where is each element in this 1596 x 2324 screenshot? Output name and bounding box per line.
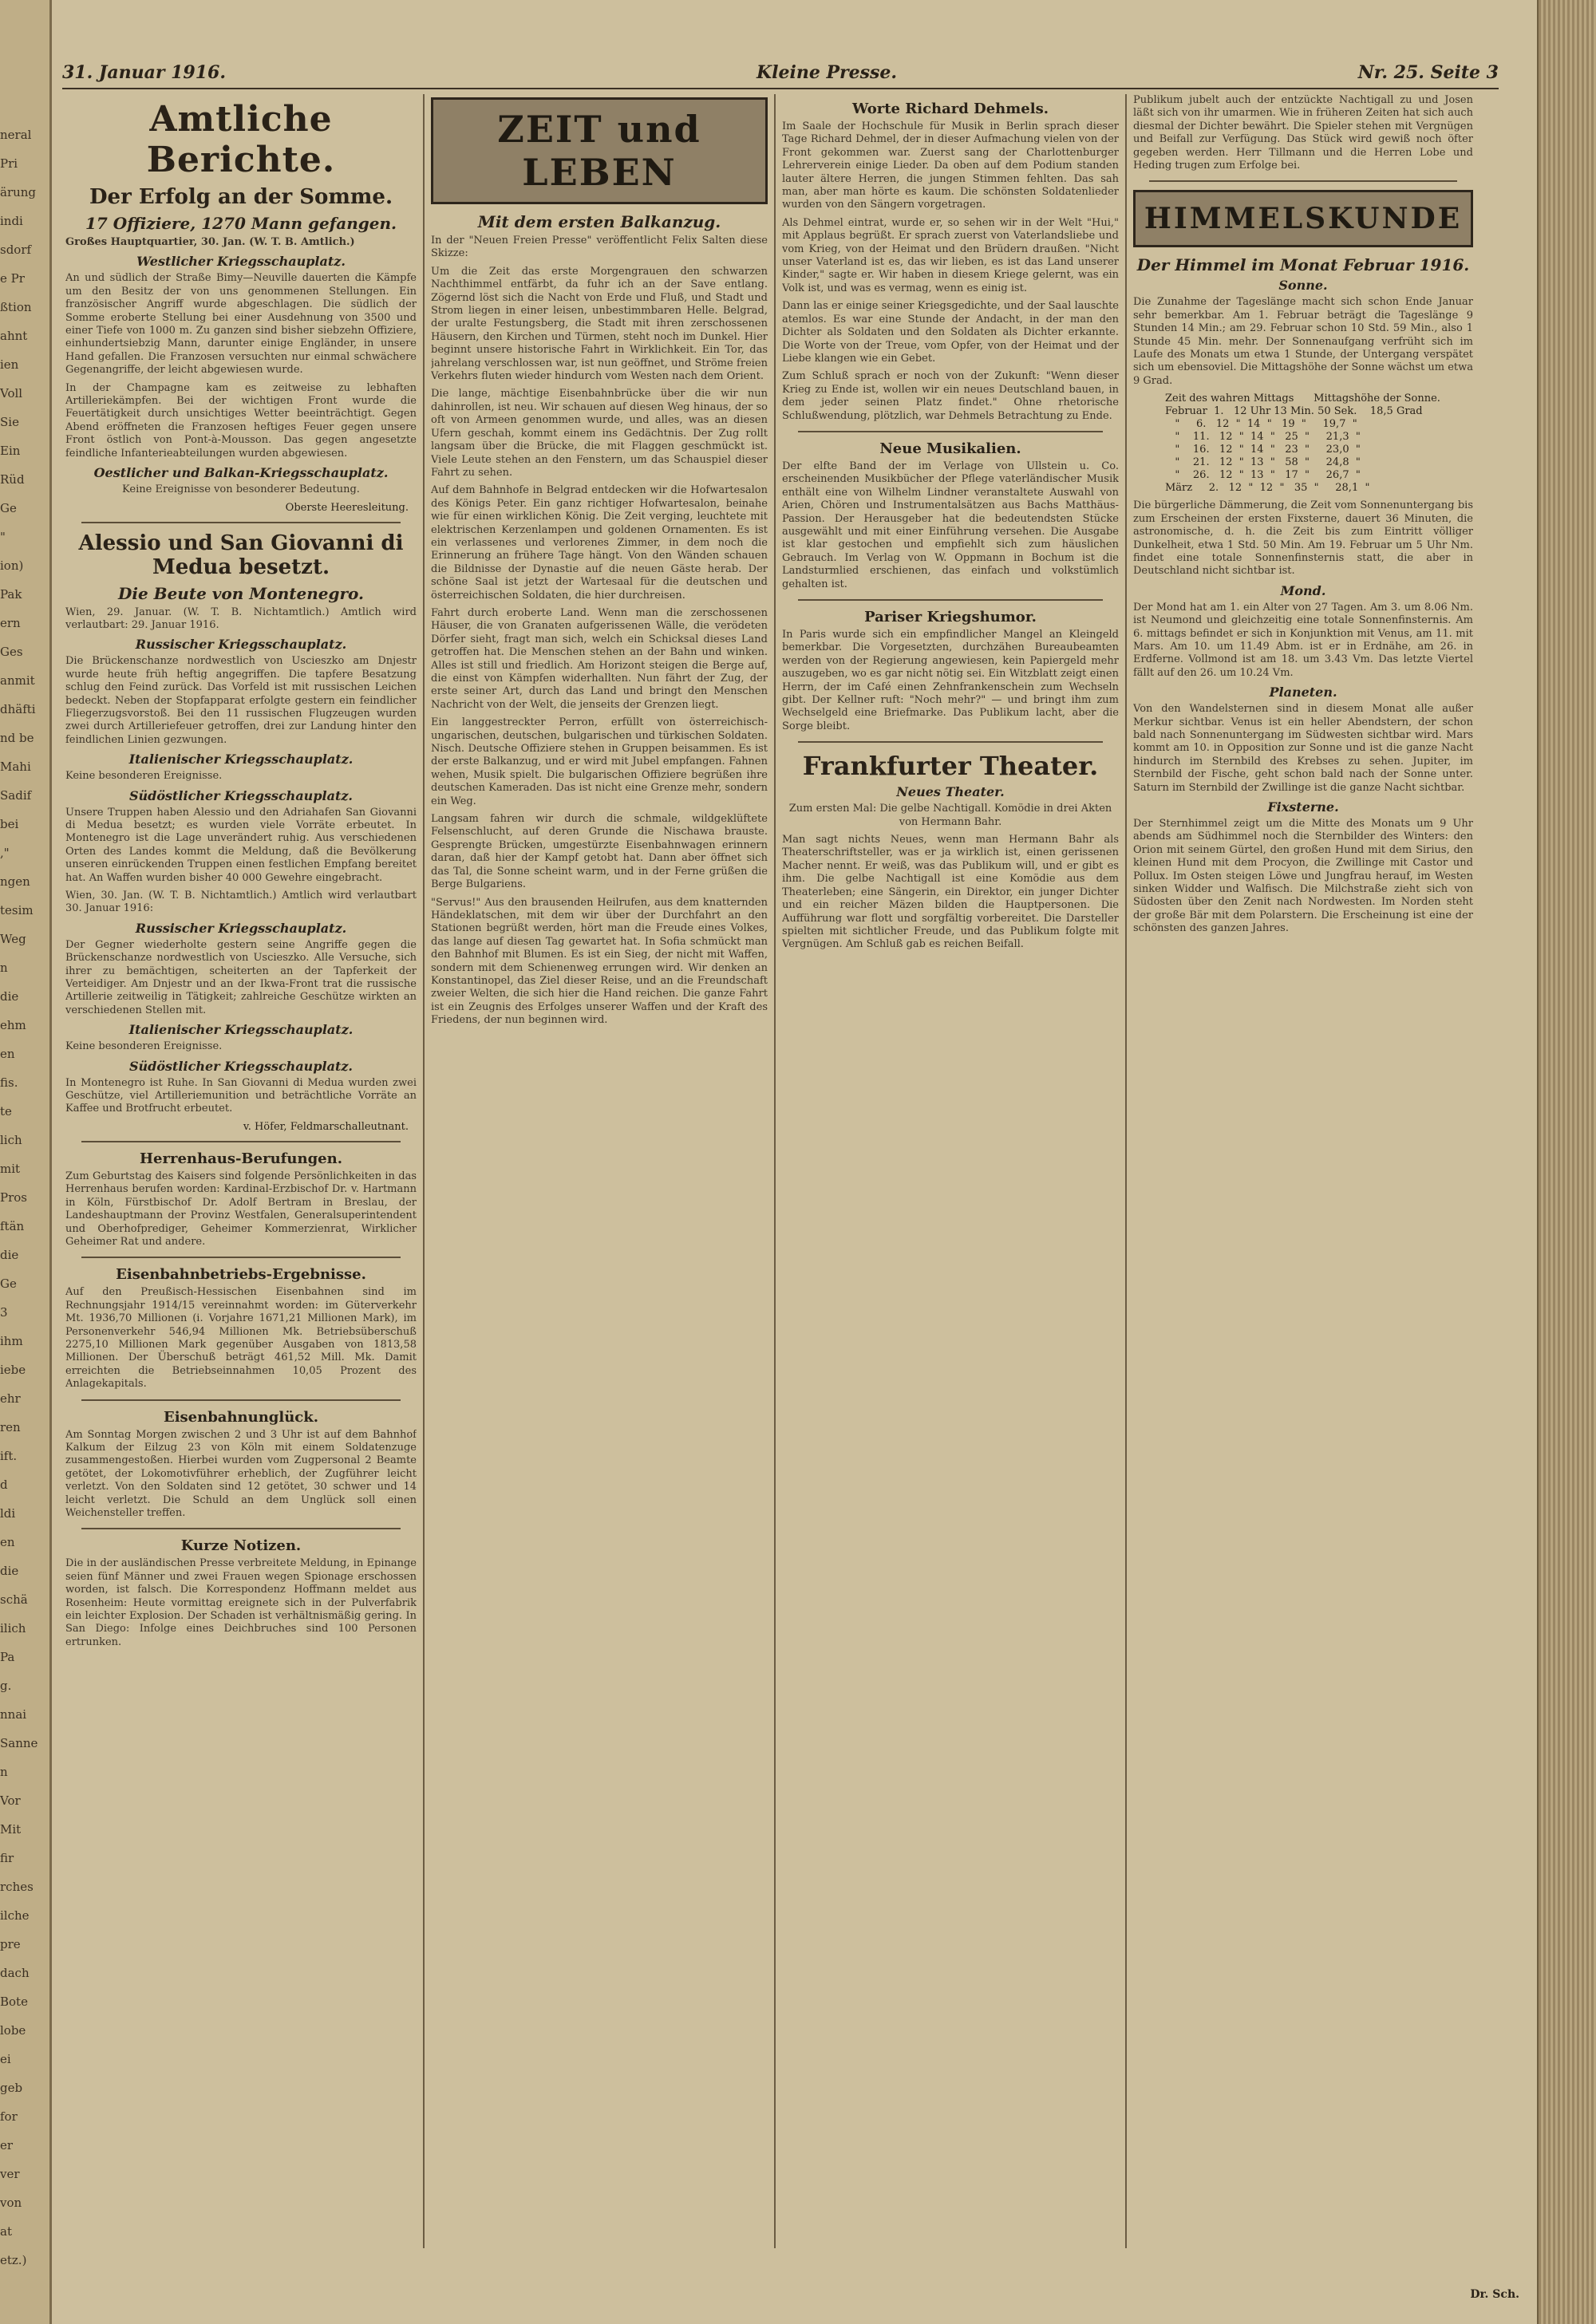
previous-page-fragment: e Pr — [0, 271, 25, 286]
column-2 — [431, 94, 768, 1032]
previous-page-fragment: indi — [0, 214, 23, 228]
previous-page-fragment: nnai — [0, 1707, 27, 1722]
subsection-title: Italienischer Kriegsschauplatz. — [128, 1022, 354, 1038]
subsection-title: Mond. — [1280, 582, 1326, 598]
article-paragraph: Unsere Truppen haben Alessio und den Adriahafen San Giovanni di Medua besetzt; es wurden viele Vorräte erbeutet. In Montenegro ist die Lage unverändert ruhig. Aus verschiedenen Orten des Landes kommt die Meldung, daß die Bevölkerung unseren einrückenden Truppen einen festlichen Empfang bereitet hat. An Waffen wurden bisher 40 000 Gewehre eingebracht. — [65, 806, 417, 884]
divider — [798, 741, 1103, 743]
subsection-title: Sonne. — [1278, 278, 1328, 294]
previous-page-fragment: ion) — [0, 558, 24, 573]
previous-page-fragment: en — [0, 1047, 15, 1061]
previous-page-fragment: Vor — [0, 1793, 21, 1808]
previous-page-fragment: Ges — [0, 645, 23, 659]
subsection-title: Südöstlicher Kriegsschauplatz. — [128, 1058, 353, 1074]
previous-page-fragment: Pa — [0, 1650, 15, 1664]
article-paragraph: Der Gegner wiederholte gestern seine Angriffe gegen die Brückenschanze nordwestlich von Uscieszko. Alle Versuche, sich ihrer zu bemächtigen, scheiterten an der Tapferkeit der Verteidiger. Am Dnjestr und an der Ikwa-Front trat die russische Artillerie zeitweilig in Tätigkeit; zahlreiche Geschütze wirkten an verschiedenen Stellen mit. — [65, 938, 417, 1016]
section-banner: ZEIT und LEBEN — [431, 97, 768, 204]
previous-page-fragment: sdorf — [0, 243, 32, 257]
previous-page-fragment: etz.) — [0, 2253, 27, 2267]
previous-page-fragment: ehm — [0, 1018, 26, 1032]
table-header: Zeit des wahren Mittags Mittagshöhe der Sonne. — [1165, 393, 1440, 405]
article-paragraph: Am Sonntag Morgen zwischen 2 und 3 Uhr ist auf dem Bahnhof Kalkum der Eilzug 23 von Köln mit einem Soldatenzuge zusammengestoßen. Hierbei wurden vom Zugpersonal 2 Beamte getötet, der Lokomotivführer erheblich, der Zugführer leicht verletzt. Von den Soldaten sind 12 getötet, 30 schwer und 14 leicht verletzt. Die Schuld an dem Unglück soll einen Weichensteller treffen. — [65, 1428, 417, 1519]
previous-page-edge — [0, 0, 52, 2324]
subsection-title: Oestlicher und Balkan-Kriegsschauplatz. — [93, 465, 389, 481]
previous-page-fragment: ren — [0, 1420, 21, 1434]
previous-page-fragment: iebe — [0, 1363, 26, 1377]
previous-page-fragment: mit — [0, 1162, 21, 1176]
header-date: 31. Januar 1916. — [62, 62, 226, 83]
article-paragraph: Keine Ereignisse von besonderer Bedeutung. — [122, 483, 360, 496]
section-banner: HIMMELSKUNDE — [1133, 190, 1473, 247]
divider — [1149, 180, 1457, 182]
play-title: Zum ersten Mal: Die gelbe Nachtigall. Komödie in drei Akten von Hermann Bahr. — [788, 803, 1112, 828]
article-title: Mit dem ersten Balkanzug. — [477, 212, 721, 231]
article-paragraph: Keine besonderen Ereignisse. — [65, 1040, 223, 1053]
divider — [81, 1257, 401, 1258]
previous-page-fragment: dach — [0, 1966, 30, 1980]
article-paragraph: An und südlich der Straße Bimy—Neuville dauerten die Kämpfe um den Besitz der von uns genommenen Stellungen. Ein französischer Angriff wurde abgeschlagen. Die südlich der Somme eroberte Stellung bei einer Ausdehnung von 3500 und einer Tiefe von 1000 m. Zu ganzen sind bisher siebzehn Offiziere, einhundertsiebzig Mann, darunter einige Engländer, in unsere Hand gefallen. Die Franzosen versuchten nur einmal schwächere Gegenangriffe, der leicht abgewiesen wurde. — [65, 272, 417, 377]
article-title: Eisenbahnunglück. — [163, 1408, 319, 1426]
article-paragraph: "Servus!" Aus den brausenden Heilrufen, aus dem knatternden Händeklatschen, mit dem wir über der Durchfahrt an den Stationen begrüßt werden, hört man die Freude eines Volkes, das lange auf diesen Tag gewartet hat. In Sofia schmückt man den Bahnhof mit Blumen. Es ist ein Sieg, der nicht mit Waffen, sondern mit dem Schienenweg errungen wird. Wir denken an Konstantinopel, das Ziel dieser Reise, und an die Freundschaft zweier Welten, die sich hier die Hand reichen. Die ganze Fahrt ist ein Zeugnis des Erfolges unserer Waffen und der Kraft des Friedens, der nun beginnen wird. — [431, 896, 768, 1027]
column-3 — [782, 94, 1119, 957]
previous-page-fragment: ldi — [0, 1506, 16, 1521]
article-title: Der Himmel im Monat Februar 1916. — [1136, 255, 1470, 275]
table-row: " 11. 12 " 14 " 25 " 21,3 " — [1165, 431, 1361, 444]
article-paragraph: Fahrt durch eroberte Land. Wenn man die zerschossenen Häuser, die von Granaten aufgerissenen Wälle, die verödeten Dörfer sieht, fragt man sich, welch ein Schicksal dieses Land getroffen hat. Die Menschen stehen an der Bahn und winken. Alles ist still und friedlich. Am Horizont steigen die Berge auf, die einst von Kämpfen widerhallten. Nun fährt der Zug, der erste seiner Art, durch das Land und bringt den Menschen Nachricht von der Welt, die jenseits der Grenzen liegt. — [431, 606, 768, 711]
previous-page-fragment: 3 — [0, 1305, 8, 1320]
table-row: Februar 1. 12 Uhr 13 Min. 50 Sek. 18,5 Grad — [1165, 405, 1423, 418]
previous-page-fragment: ien — [0, 357, 19, 372]
signature: v. Höfer, Feldmarschalleutnant. — [243, 1120, 409, 1133]
previous-page-fragment: te — [0, 1104, 12, 1119]
article-paragraph: Zum Geburtstag des Kaisers sind folgende Persönlichkeiten in das Herrenhaus berufen worden: Kardinal-Erzbischof Dr. v. Hartmann in Köln, Fürstbischof Dr. Adolf Bertram in Breslau, der Landeshauptmann der Provinz Westfalen, Generalsuperintendent und Oberhofprediger, Geheimer Kommerzienrat, Wirklicher Geheimer Rat und andere. — [65, 1170, 417, 1248]
previous-page-fragment: nd be — [0, 731, 34, 745]
table-row: " 6. 12 " 14 " 19 " 19,7 " — [1165, 418, 1357, 431]
article-title: Kurze Notizen. — [180, 1537, 302, 1555]
article-title: Neue Musikalien. — [879, 440, 1021, 457]
previous-page-fragment: neral — [0, 128, 32, 142]
previous-page-fragment: ei — [0, 2052, 11, 2066]
previous-page-fragment: von — [0, 2196, 22, 2210]
article-paragraph: Um die Zeit das erste Morgengrauen den schwarzen Nachthimmel entfärbt, da fuhr ich an der Save entlang. Zögernd löst sich die Nacht von Erde und Fluß, und Stadt und Strom liegen in einer leisen, unbestimmbaren Helle. Belgrad, der uralte Festungsberg, die Stadt mit ihren zerschossenen Häusern, den Kirchen und Türmen, steht noch im Dunkel. Hier beginnt unsere historische Fahrt in Wirklichkeit. Ein Tor, das jahrelang verschlossen war, ist nun geöffnet, und Ströme freien Verkehrs fluten wieder hindurch vom Westen nach dem Orient. — [431, 265, 768, 383]
article-paragraph: Die Brückenschanze nordwestlich von Uscieszko am Dnjestr wurde heute früh heftig angegriffen. Die tapfere Besatzung schlug den Feind zurück. Das Vorfeld ist mit russischen Leichen bedeckt. Neben der Stopfapparat erfolgte gestern ein feindlicher Fliegerzugsvorstoß. Bei den 11 russischen Flugzeugen wurden zwei durch Artilleriefeuer getroffen, drei zur Landung hinter den feindlichen Linien gezwungen. — [65, 655, 417, 746]
previous-page-fragment: anmit — [0, 673, 35, 688]
dateline: Wien, 29. Januar. (W. T. B. Nichtamtlich.) Amtlich wird verlautbart: 29. Januar 1916. — [65, 606, 417, 631]
subsection-title: Neues Theater. — [896, 784, 1005, 800]
previous-page-fragment: ßtion — [0, 300, 32, 314]
divider — [81, 522, 401, 523]
previous-page-fragment: ftän — [0, 1219, 25, 1233]
previous-page-fragment: ilche — [0, 1908, 30, 1923]
previous-page-fragment: Voll — [0, 386, 23, 400]
subsection-title: Italienischer Kriegsschauplatz. — [128, 752, 354, 767]
article-paragraph: Im Saale der Hochschule für Musik in Berlin sprach dieser Tage Richard Dehmel, der in dieser Aufmachung vielen von der Front gekommen war. Zuerst sang der Charlottenburger Lehrerverein einige Lieder. Da oben auf dem Podium standen lauter ältere Herren, die jungen Stimmen fehlten. Das sah man, aber man hörte es kaum. Die schönsten Soldatenlieder wurden von den Sängern vorgetragen. — [782, 120, 1119, 211]
previous-page-fragment: tesim — [0, 903, 34, 917]
article-paragraph: Langsam fahren wir durch die schmale, wildgeklüftete Felsenschlucht, auf deren Grunde die Nischawa brauste. Gesprengte Brücken, umgestürzte Eisenbahnwagen erinnern daran, daß hier der Kampf getobt hat. Dann aber öffnet sich das Tal, die Sonne scheint warm, und in der Ferne grüßen die Berge Bulgariens. — [431, 813, 768, 891]
previous-page-fragment: ehr — [0, 1391, 21, 1406]
article-paragraph: Die lange, mächtige Eisenbahnbrücke über die wir nun dahinrollen, ist neu. Wir schauen auf diesen Weg hinaus, der so oft von Armeen genommen wurde, und alles, was an diesen Ufern geschah, kommt einem ins Gedächtnis. Der Zug rollt langsam über die Brücke, die mit Flaggen geschmückt ist. Viele Leute stehen an den Fenstern, um das Schauspiel dieser Fahrt zu sehen. — [431, 388, 768, 479]
divider — [81, 1528, 401, 1529]
divider — [81, 1399, 401, 1401]
previous-page-fragment: " — [0, 530, 6, 544]
article-paragraph: Der Mond hat am 1. ein Alter von 27 Tagen. Am 3. um 8.06 Nm. ist Neumond und gleichzeitig eine totale Sonnenfinsternis. Am 6. mittags befindet er sich in Konjunktion mit Venus, am 11. mit Mars. Am 10. um 11.49 Abm. ist er in Erdnähe, am 26. in Erdferne. Vollmond ist am 18. um 3.43 Vm. Das letzte Viertel fällt auf den 26. um 10.24 Vm. — [1133, 601, 1473, 679]
previous-page-fragment: lobe — [0, 2023, 26, 2038]
header-page-number: Nr. 25. Seite 3 — [1357, 62, 1499, 83]
page-header — [62, 56, 1499, 89]
previous-page-fragment: d — [0, 1478, 8, 1492]
dateline: Wien, 30. Jan. (W. T. B. Nichtamtlich.) Amtlich wird verlautbart 30. Januar 1916: — [65, 890, 417, 915]
article-paragraph: In Montenegro ist Ruhe. In San Giovanni di Medua wurden zwei Geschütze, viel Artilleriemunition und beträchtliche Vorräte an Kaffee und Brotfrucht erbeutet. — [65, 1076, 417, 1115]
subsection-title: Südöstlicher Kriegsschauplatz. — [128, 787, 353, 803]
article-paragraph: In der Champagne kam es zeitweise zu lebhaften Artilleriekämpfen. Bei der wichtigen Front wurde die Feuertätigkeit durch unsichtiges Wetter beeinträchtigt. Gegen Abend eröffneten die Franzosen heftiges Feuer gegen unsere Front östlich von Pont-à-Mousson. Das gegen angesetzte feindliche Infanterieabteilungen wurden abgewiesen. — [65, 381, 417, 460]
column-rule — [423, 94, 425, 2248]
column-rule — [1125, 94, 1127, 2248]
previous-page-fragment: schä — [0, 1592, 28, 1607]
subsection-title: Fixsterne. — [1267, 799, 1339, 815]
table-row: März 2. 12 " 12 " 35 " 28,1 " — [1165, 482, 1370, 495]
previous-page-fragment: geb — [0, 2081, 23, 2095]
previous-page-fragment: Mit — [0, 1822, 22, 1837]
page-stack-edge — [1537, 0, 1596, 2324]
previous-page-fragment: Pros — [0, 1190, 27, 1205]
article-paragraph: Die Zunahme der Tageslänge macht sich schon Ende Januar sehr bemerkbar. Am 1. Februar beträgt die Tageslänge 9 Stunden 14 Min.; am 29. Februar schon 10 Std. 59 Min., also 1 Stunde 45 Min. mehr. Der Sonnenaufgang verfrüht sich im Laufe des Monats um etwa 1 Stunde, der Untergang verspätet sich um ebensoviel. Die Mittagshöhe der Sonne wächst um etwa 9 Grad. — [1133, 296, 1473, 387]
previous-page-fragment: die — [0, 989, 19, 1004]
subsection-title: Russischer Kriegsschauplatz. — [135, 920, 347, 936]
divider — [798, 599, 1103, 601]
previous-page-fragment: Ge — [0, 1276, 17, 1291]
previous-page-fragment: dhäfti — [0, 702, 36, 716]
article-paragraph: Auf den Preußisch-Hessischen Eisenbahnen sind im Rechnungsjahr 1914/15 vereinnahmt worden: im Güterverkehr Mt. 1936,70 Millionen (i. Vorjahre 1671,21 Millionen Mark), im Personenverkehr 546,94 Millionen Mk. Betriebsüberschuß 2275,10 Millionen Mark gegenüber Ausgaben von 1813,58 Millionen. Der Überschuß beträgt 461,52 Mill. Mk. Damit erreichten die Betriebseinnahmen 10,05 Prozent des Anlagekapitals. — [65, 1286, 417, 1391]
header-paper-name: Kleine Presse. — [757, 62, 898, 83]
previous-page-fragment: ern — [0, 616, 21, 630]
previous-page-fragment: ngen — [0, 874, 30, 889]
article-paragraph: Man sagt nichts Neues, wenn man Hermann Bahr als Theaterschriftsteller, was er ja wirklich ist, einen gerissenen Macher nennt. Er weiß, was das Publikum will, und er gibt es ihm. Die gelbe Nachtigall ist eine Komödie aus dem Theaterleben; eine Sängerin, ein Direktor, ein junger Dichter und ein reicher Mäzen bilden die Hauptpersonen. Die Aufführung war flott und sorgfältig vorbereitet. Die Darsteller spielten mit sichtlicher Freude, und das Publikum folgte mit Vergnügen. Am Schluß gab es reichen Beifall. — [782, 834, 1119, 951]
subsection-title: Planeten. — [1269, 685, 1337, 700]
previous-page-fragment: pre — [0, 1937, 21, 1951]
article-paragraph: Die bürgerliche Dämmerung, die Zeit vom Sonnenuntergang bis zum Erscheinen der ersten Fixsterne, dauert 36 Minuten, die astronomische, d. h. die Zeit bis zum Eintritt völliger Dunkelheit, etwa 1 Std. 50 Min. Am 19. Februar um 5 Uhr Nm. findet eine totale Sonnenfinsternis statt, die aber in Deutschland nicht sichtbar ist. — [1133, 499, 1473, 578]
article-paragraph: Publikum jubelt auch der entzückte Nachtigall zu und Josen läßt sich von ihr umarmen. Wie in früheren Zeiten hat sich auch diesmal der Dichter bewährt. Die Spieler stehen mit Vergnügen und Beifall zur Verfügung. Das Stück wird gewiß noch öfter gegeben werden. Herr Tillmann und die Herren Lobe und Heding trugen zum Erfolge bei. — [1133, 94, 1473, 172]
previous-page-fragment: rches — [0, 1880, 34, 1894]
article-paragraph: Die in der ausländischen Presse verbreitete Meldung, in Epinange seien fünf Männer und zwei Frauen wegen Spionage erschossen worden, ist falsch. Die Korrespondenz Hoffmann meldet aus Rosenheim: Heute vormittag ereignete sich in der Pulverfabrik ein leichter Explosion. Der Schaden ist verhältnismäßig gering. In San Diego: Infolge eines Deichbruches sind 100 Personen ertrunken. — [65, 1557, 417, 1648]
divider — [81, 1141, 401, 1142]
previous-page-fragment: Pri — [0, 156, 18, 171]
previous-page-fragment: Bote — [0, 1995, 28, 2009]
section-title: Amtliche Berichte. — [146, 99, 336, 180]
previous-page-fragment: Ge — [0, 501, 17, 515]
previous-page-fragment: fis. — [0, 1075, 18, 1090]
divider — [798, 431, 1103, 432]
previous-page-fragment: die — [0, 1564, 19, 1578]
previous-page-fragment: Weg — [0, 932, 26, 946]
headline: Alessio und San Giovanni di Medua besetzt. — [78, 531, 404, 579]
subsection-title: Russischer Kriegsschauplatz. — [135, 637, 347, 653]
subheadline: 17 Offiziere, 1270 Mann gefangen. — [85, 214, 397, 233]
table-row: " 21. 12 " 13 " 58 " 24,8 " — [1165, 456, 1361, 469]
table-row: " 16. 12 " 14 " 23 " 23,0 " — [1165, 444, 1361, 456]
subheadline: Die Beute von Montenegro. — [118, 583, 364, 603]
previous-page-fragment: ver — [0, 2167, 20, 2181]
previous-page-fragment: en — [0, 1535, 15, 1549]
previous-page-fragment: er — [0, 2138, 14, 2152]
previous-page-fragment: Sie — [0, 415, 19, 429]
article-title: Herrenhaus-Berufungen. — [140, 1150, 342, 1167]
article-paragraph: Zum Schluß sprach er noch von der Zukunft: "Wenn dieser Krieg zu Ende ist, wollen wir ein neues Deutschland bauen, in dem jeder seinen Platz findet." Ohne rhetorische Schlußwendung, plötzlich, war Dehmels Betrachtung zu Ende. — [782, 370, 1119, 422]
previous-page-fragment: Ein — [0, 444, 21, 458]
headline: Der Erfolg an der Somme. — [89, 185, 393, 209]
previous-page-fragment: at — [0, 2224, 12, 2239]
previous-page-fragment: bei — [0, 817, 19, 831]
previous-page-fragment: Sadif — [0, 788, 32, 803]
column-4 — [1133, 94, 1473, 941]
previous-page-fragment: fir — [0, 1851, 14, 1865]
article-paragraph: Von den Wandelsternen sind in diesem Monat alle außer Merkur sichtbar. Venus ist ein heller Abendstern, der schon bald nach Sonnenuntergang im Südwesten sichtbar wird. Mars kommt am 10. in Opposition zur Sonne und ist die ganze Nacht hindurch im Sternbild des Krebses zu sehen. Jupiter, im Sternbild der Fische, geht schon bald nach der Sonne unter. Saturn im Sternbild der Zwillinge ist die ganze Nacht sichtbar. — [1133, 703, 1473, 794]
previous-page-fragment: Sanne — [0, 1736, 38, 1750]
article-title: Pariser Kriegshumor. — [864, 609, 1037, 625]
previous-page-fragment: g. — [0, 1679, 12, 1693]
article-paragraph: Als Dehmel eintrat, wurde er, so sehen wir in der Welt "Hui," mit Applaus begrüßt. Er sprach zuerst von Vaterlandsliebe und vom Krieg, von der Heimat und den Brüdern draußen. "Nicht unser Vaterland ist es, das wir lieben, es ist das Land unserer Kinder," sagte er. Wir haben in diesem Kriege gelernt, was ein Volk ist, und was es vermag, wenn es einig ist. — [782, 216, 1119, 294]
previous-page-fragment: die — [0, 1248, 19, 1262]
author-mark: Dr. Sch. — [1470, 2288, 1519, 2301]
previous-page-fragment: ilich — [0, 1621, 26, 1635]
article-intro: In der "Neuen Freien Presse" veröffentlicht Felix Salten diese Skizze: — [431, 235, 768, 260]
sun-table — [1165, 393, 1473, 495]
previous-page-fragment: ift. — [0, 1449, 18, 1463]
subsection-title: Westlicher Kriegsschauplatz. — [136, 254, 346, 270]
article-title: Worte Richard Dehmels. — [852, 101, 1049, 117]
table-row: " 26. 12 " 13 " 17 " 26,7 " — [1165, 469, 1361, 482]
previous-page-fragment: Rüd — [0, 472, 25, 487]
article-title: Frankfurter Theater. — [802, 751, 1099, 782]
article-paragraph: Der elfte Band der im Verlage von Ullstein u. Co. erscheinenden Musikbücher der Pflege vaterländischer Musik enthält eine von Wilhelm Lindner veranstaltete Auswahl von Arien, Chören und Instrumentalsätzen aus Bachs Matthäus-Passion. Der Herausgeber hat die bedeutendsten Stücke ausgewählt und mit einer Einführung versehen. Die Ausgabe ist klar gestochen und empfiehlt sich zum häuslichen Gebrauch. Im Verlag von W. Oppmann in Bochum ist die Landsturmlied erschienen, das einfach und volkstümlich gehalten ist. — [782, 460, 1119, 590]
previous-page-fragment: ahnt — [0, 329, 28, 343]
signature: Oberste Heeresleitung. — [285, 501, 409, 514]
previous-page-fragment: lich — [0, 1133, 22, 1147]
previous-page-fragment: Pak — [0, 587, 22, 602]
article-paragraph: In Paris wurde sich ein empfindlicher Mangel an Kleingeld bemerkbar. Die Vorgesetzten, durchzähen Bureaubeamten werden von der Regierung angewiesen, kein Papiergeld mehr auszugeben, wo es gar nicht nötig sei. Ein Witzblatt zeigt einen Herrn, der im Café einen Zehnfrankenschein zum Wechseln gibt. Der Kellner ruft: "Noch mehr?" — und bringt ihm zum Wechselgeld eine Briefmarke. Das Publikum lacht, aber die Sorge bleibt. — [782, 629, 1119, 732]
column-rule — [774, 94, 776, 2248]
previous-page-fragment: n — [0, 961, 8, 975]
article-paragraph: Der Sternhimmel zeigt um die Mitte des Monats um 9 Uhr abends am Südhimmel noch die Sternbilder des Winters: den Orion mit seinem Gürtel, den großen Hund mit dem Sirius, den kleinen Hund mit dem Procyon, die Zwillinge mit Castor und Pollux. Im Osten steigen Löwe und Jungfrau herauf, im Westen sinken Widder und Walfisch. Die Milchstraße zieht sich von Südosten über den Zenit nach Nordwesten. Im Norden steht der große Bär mit dem Polarstern. Die Erscheinung ist eine der schönsten des ganzen Jahres. — [1133, 818, 1473, 935]
previous-page-fragment: for — [0, 2109, 18, 2124]
article-title: Eisenbahnbetriebs-Ergebnisse. — [116, 1266, 366, 1284]
article-paragraph: Dann las er einige seiner Kriegsgedichte, und der Saal lauschte atemlos. Es war eine Stunde der Andacht, in der man den Dichter als Soldaten und den Soldaten als Dichter erkannte. Die Worte von der Treue, vom Opfer, von der Heimat und der Liebe klangen wie ein Gebet. — [782, 300, 1119, 365]
article-paragraph: Ein langgestreckter Perron, erfüllt von österreichisch-ungarischen, deutschen, bulgarischen und türkischen Soldaten. Nisch. Deutsche Offiziere stehen in Gruppen beisammen. Es ist der erste Balkanzug, und er wird mit Jubel empfangen. Fahnen wehen, Musik spielt. Die bulgarischen Offiziere begrüßen ihre deutschen Kameraden. Das ist nicht eine Grenze mehr, sondern ein Weg. — [431, 716, 768, 807]
previous-page-fragment: n — [0, 1765, 8, 1779]
previous-page-fragment: Mahi — [0, 760, 31, 774]
column-1 — [65, 94, 417, 1654]
previous-page-fragment: ärung — [0, 185, 37, 199]
previous-page-fragment: ," — [0, 846, 10, 860]
article-paragraph: Keine besonderen Ereignisse. — [65, 770, 223, 783]
dateline: Großes Hauptquartier, 30. Jan. (W. T. B. Amtlich.) — [65, 236, 355, 248]
previous-page-fragment: ihm — [0, 1334, 23, 1348]
article-paragraph: Auf dem Bahnhofe in Belgrad entdecken wir die Hofwartesalon des Königs Peter. Ein ganz richtiger Hofwartesalon, beinahe wie für einen wirklichen König. Die Zeit verging, leuchtete mit elektrischen Kerzenlampen und goldenen Ornamenten. Es ist ein verlassenes und verlorenes Zimmer, in dem noch die Erinnerung an frühere Tage hängt. Von den Wänden schauen die Bildnisse der Dynastie auf die neuen Gäste herab. Der schöne Saal ist jetzt der Wartesaal für die deutschen und österreichischen Soldaten, die hier durchreisen. — [431, 484, 768, 602]
